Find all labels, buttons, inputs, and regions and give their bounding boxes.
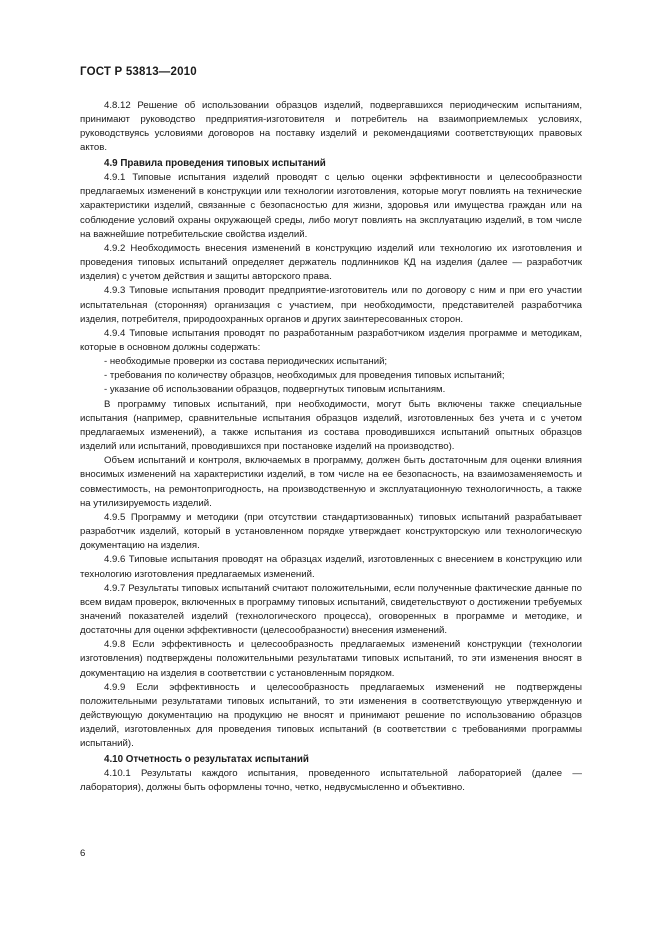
section-heading-4-9: 4.9 Правила проведения типовых испытаний bbox=[104, 157, 326, 169]
list-item: - указание об использовании образцов, подвергнутых типовым испытаниям. bbox=[104, 384, 446, 396]
list-item: - требования по количеству образцов, необходимых для проведения типовых испытаний; bbox=[104, 370, 505, 382]
paragraph-4-9-8: 4.9.8 Если эффективность и целесообразность предлагаемых изменений конструкции (технологии изготовления) подтверждены положительными результатами типовых испытаний, то эти изменения вносят в документацию на изделия в соответствии с установленным порядком. bbox=[80, 639, 582, 679]
paragraph-4-9-6: 4.9.6 Типовые испытания проводят на образцах изделий, изготовленных с внесением в конструкцию или технологию изготовления предлагаемых изменений. bbox=[80, 554, 582, 580]
document-body bbox=[80, 99, 582, 795]
document-header: ГОСТ Р 53813—2010 bbox=[80, 66, 197, 78]
paragraph-4-9-1: 4.9.1 Типовые испытания изделий проводят с целью оценки эффективности и целесообразности предлагаемых изменений в конструкции или технологии изготовления, которые могут повлиять на технические характеристики изделий, связанные с безопасностью для жизни, здоровья или имущества граждан или на соблюдение условий охраны окружающей среды, либо могут повлиять на эксплуатацию изделий, в том числе на важнейшие потребительские свойства изделий. bbox=[80, 172, 582, 240]
paragraph-4-9-3: 4.9.3 Типовые испытания проводит предприятие-изготовитель или по договору с ним и при его участии испытательная (сторонняя) организация с участием, при необходимости, представителей разработчика изделия, потребителя, природоохранных органов и других заинтересованных сторон. bbox=[80, 285, 582, 325]
paragraph-4-9-5: 4.9.5 Программу и методики (при отсутствии стандартизованных) типовых испытаний разрабатывает разработчик изделий, который в установленном порядке утверждает конструкторскую или технологическую документацию на изделия. bbox=[80, 511, 582, 552]
paragraph-4-10-1: 4.10.1 Результаты каждого испытания, проведенного испытательной лабораторией (далее — лаборатория), должны быть оформлены точно, четко, недвусмысленно и объективно. bbox=[80, 768, 582, 794]
paragraph-4-8-12: 4.8.12 Решение об использовании образцов изделий, подвергавшихся периодическим испытаниям, принимают руководство предприятия-изготовителя и потребитель на взаимоприемлемых условиях, руководствуясь условиями договоров на поставку изделий и рекомендациями соответствующих правовых актов. bbox=[80, 100, 582, 154]
paragraph-4-9-9: 4.9.9 Если эффективность и целесообразность предлагаемых изменений не подтверждены положительными результатами типовых испытаний, то эти изменения в соответствующую утвержденную и действующую документацию на продукцию не вносят и принимают решение по использованию образцов изделий, изготовленных для проведения типовых испытаний (в соответствии с требованиями программы испытаний). bbox=[80, 681, 582, 750]
paragraph-4-9-4: 4.9.4 Типовые испытания проводят по разработанным разработчиком изделия программе и методикам, которые в основном должны содержать: bbox=[80, 327, 582, 353]
paragraph-program: В программу типовых испытаний, при необходимости, могут быть включены также специальные испытания (например, сравнительные испытания образцов изделий, изготовленных без учета и с учетом предлагаемых изменений), а также испытания из состава проводившихся испытаний опытных образцов изделий или испытаний, проводившихся при постановке изделий на производство). bbox=[80, 398, 582, 453]
paragraph-4-9-7: 4.9.7 Результаты типовых испытаний считают положительными, если полученные фактические данные по всем видам проверок, включенных в программу типовых испытаний, свидетельствуют о достижении требуемых значений показателей изделий (технологического процесса), оговоренных в программе и методике, и достаточны для оценки эффективности (целесообразности) внесения изменений. bbox=[80, 582, 582, 637]
page-number: 6 bbox=[80, 848, 86, 859]
list-item: - необходимые проверки из состава периодических испытаний; bbox=[104, 356, 388, 368]
paragraph-4-9-2: 4.9.2 Необходимость внесения изменений в конструкцию изделий или технологию их изготовления и проведения типовых испытаний определяет держатель подлинников КД на изделия (далее — разработчик изделия) с учетом действия и защиты авторского права. bbox=[80, 242, 582, 283]
section-heading-4-10: 4.10 Отчетность о результатах испытаний bbox=[104, 753, 309, 765]
paragraph-volume: Объем испытаний и контроля, включаемых в программу, должен быть достаточным для оценки влияния вносимых изменений на характеристики изделий, в том числе на ее безопасность, на взаимозаменяемость и совместимость, на ремонтопригодность, на производственную и эксплуатационную технологичность, а также на утилизируемость изделий. bbox=[80, 455, 582, 509]
